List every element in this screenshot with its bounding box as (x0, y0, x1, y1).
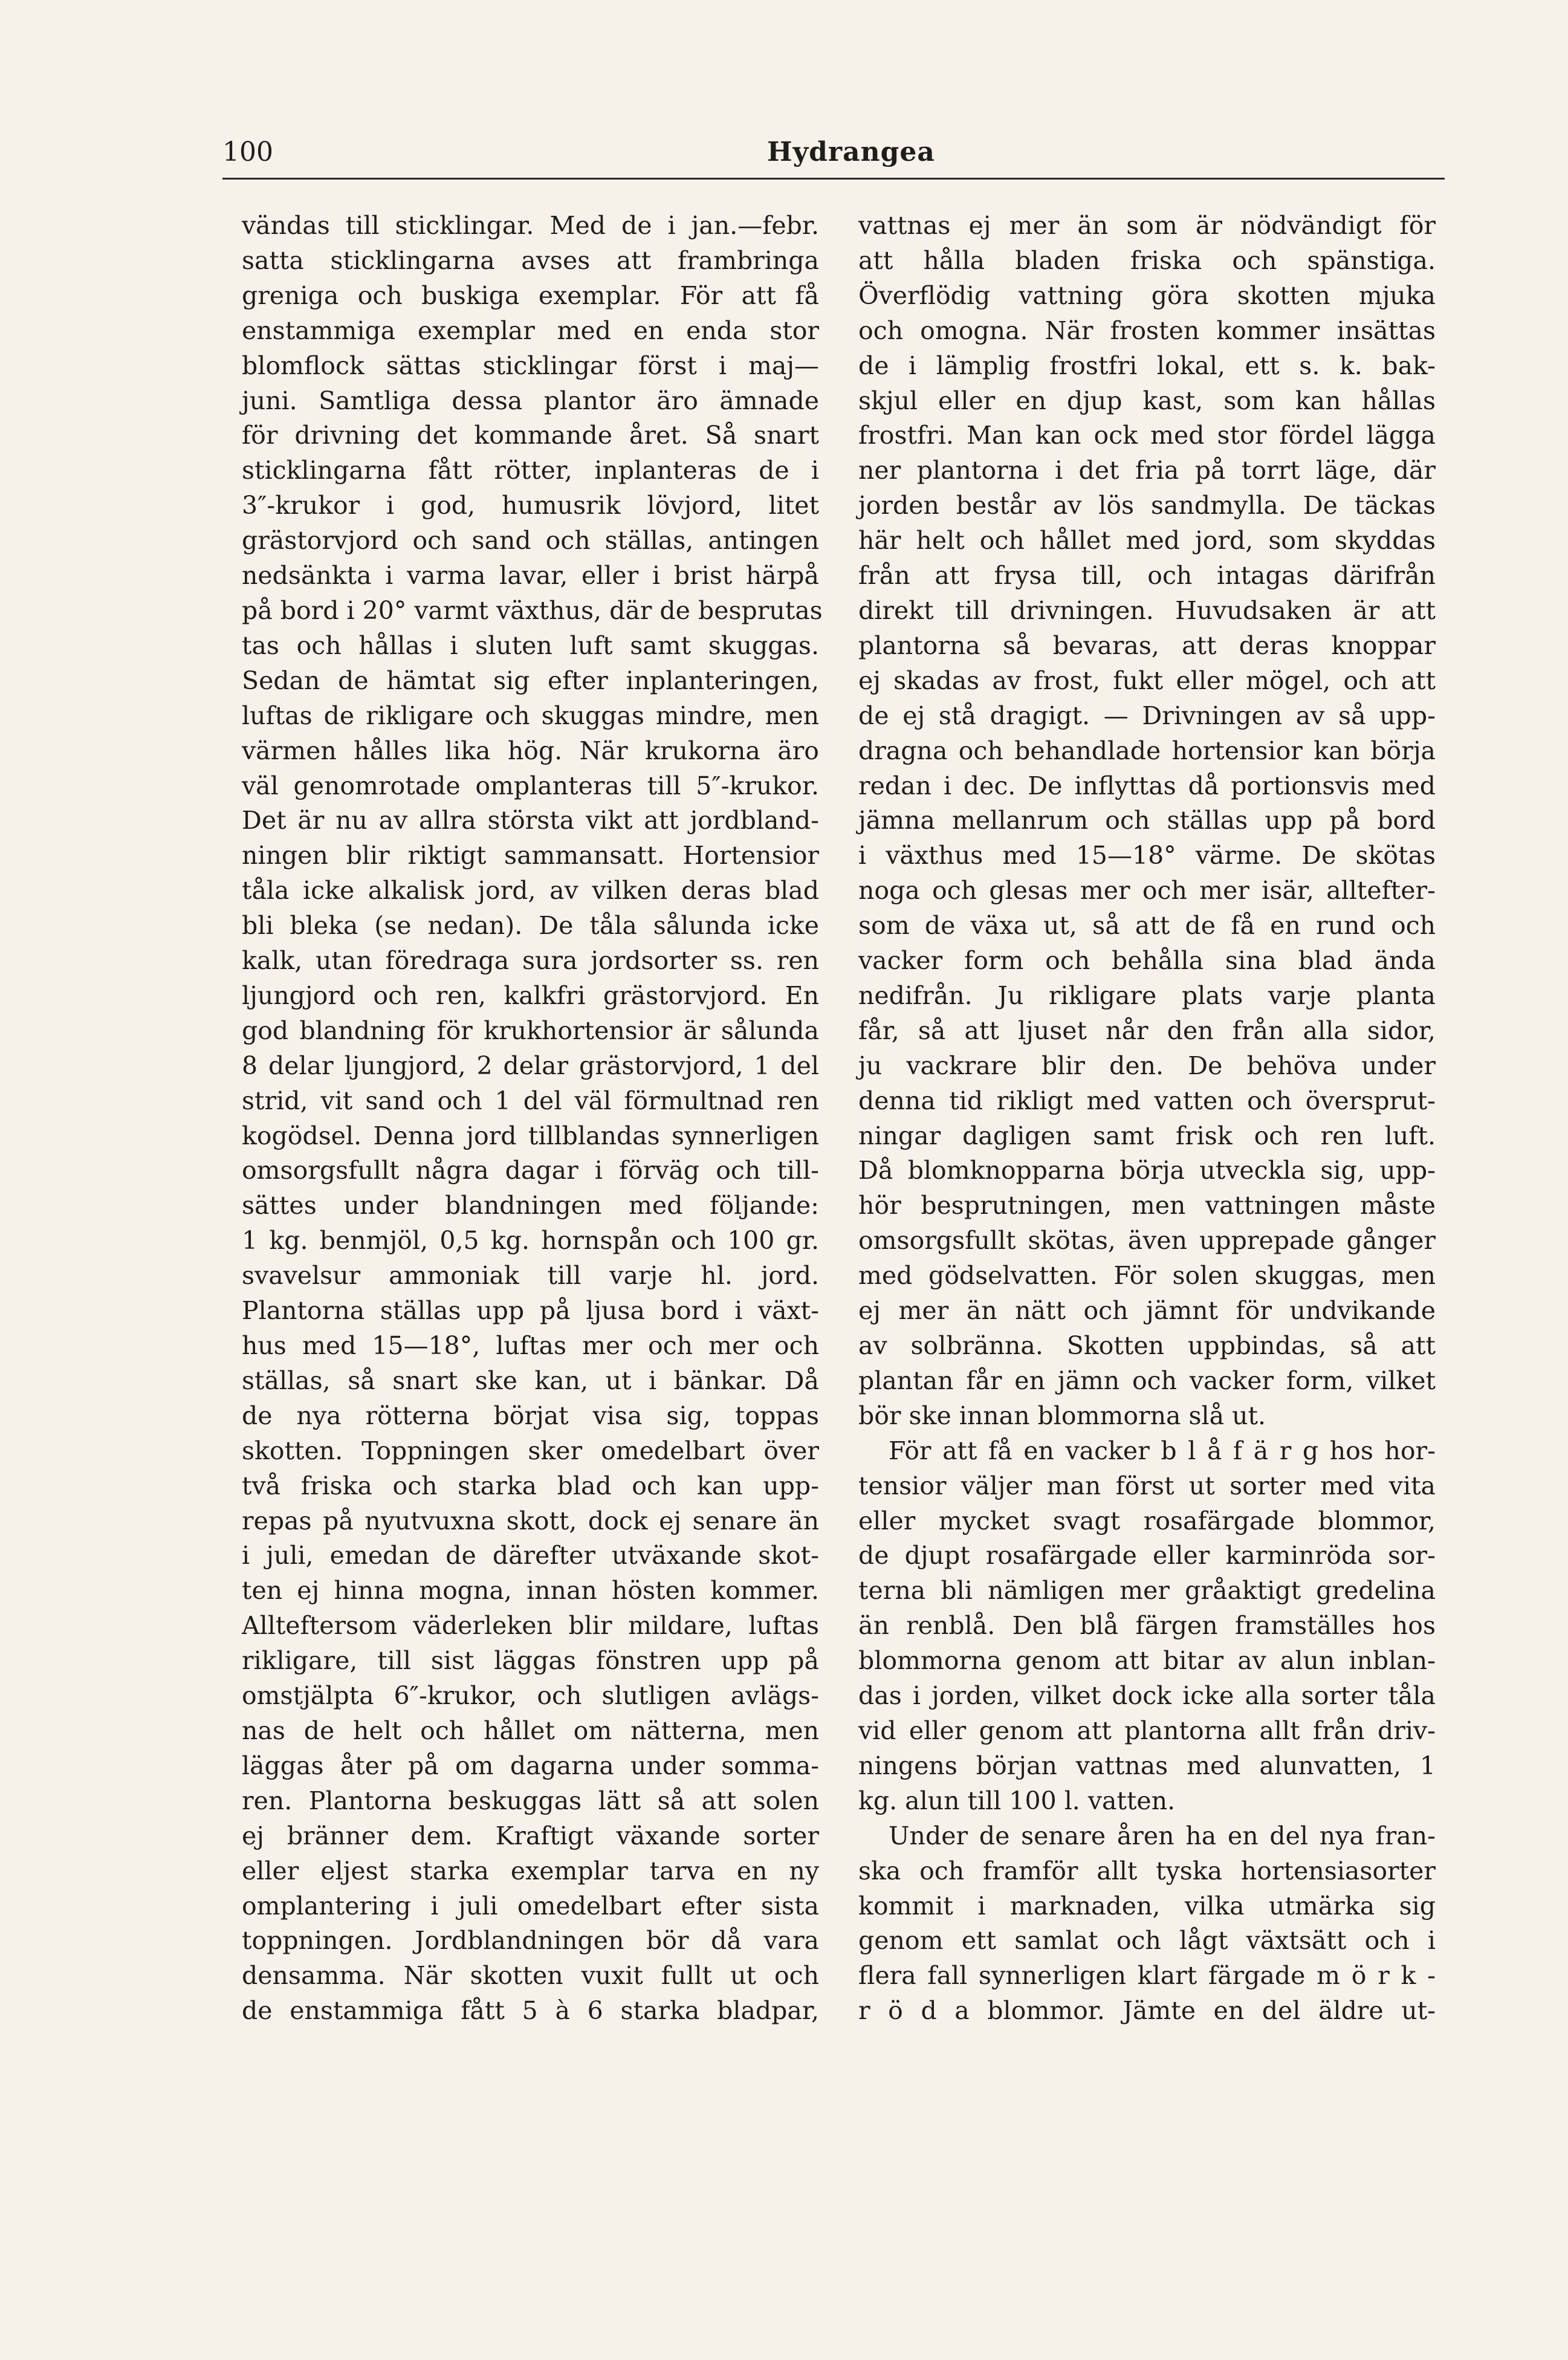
text-line: redan i dec. De inflyttas då portionsvis med (858, 771, 1436, 800)
text-line: blommorna genom att bitar av alun inblan- (858, 1646, 1436, 1676)
text-line: nas de helt och hållet om nätterna, men (242, 1716, 819, 1745)
text-line: vacker form och behålla sina blad ända (858, 946, 1436, 976)
text-line: kalk, utan föredraga sura jordsorter ss. ren (242, 946, 819, 976)
text-line: Då blomknopparna börja utveckla sig, upp- (858, 1156, 1436, 1185)
text-line: sättes under blandningen med följande: (242, 1191, 819, 1221)
text-line: två friska och starka blad och kan upp- (242, 1471, 819, 1500)
text-line: ju vackrare blir den. De behöva under (858, 1051, 1436, 1080)
text-line: satta sticklingarna avses att frambringa (242, 245, 819, 275)
text-line: nedsänkta i varma lavar, eller i brist härpå (242, 561, 819, 591)
text-line: omsorgsfullt några dagar i förväg och till- (242, 1156, 819, 1185)
text-line: ej skadas av frost, fukt eller mögel, och att (858, 666, 1436, 695)
left-column (242, 209, 823, 2029)
text-line: jämna mellanrum och ställas upp på bord (858, 806, 1436, 835)
text-line: r ö d a blommor. Jämte en del äldre ut- (858, 1996, 1436, 2026)
text-line: Allteftersom väderleken blir mildare, luftas (242, 1611, 819, 1641)
text-line: ner plantorna i det fria på torrt läge, där (858, 456, 1436, 485)
text-line: på bord i 20° varmt växthus, där de besprutas (242, 595, 823, 625)
text-line: och omogna. När frosten kommer insättas (858, 316, 1436, 345)
text-line: ningen blir riktigt sammansatt. Hortensior (242, 841, 819, 870)
text-line: ren. Plantorna beskuggas lätt så att solen (242, 1786, 819, 1815)
text-line: toppningen. Jordblandningen bör då vara (242, 1926, 819, 1956)
text-line: flera fall synnerligen klart färgade m ö r k - (858, 1961, 1436, 1991)
page-number: 100 (222, 137, 273, 167)
text-line: strid, vit sand och 1 del väl förmultnad ren (242, 1086, 819, 1115)
text-line: kg. alun till 100 l. vatten. (858, 1786, 1176, 1815)
text-line: svavelsur ammoniak till varje hl. jord. (242, 1261, 819, 1291)
text-line: ej bränner dem. Kraftigt växande sorter (242, 1821, 819, 1850)
text-line: repas på nyutvuxna skott, dock ej senare än (242, 1506, 819, 1535)
text-line: blomflock sättas sticklingar först i maj— (242, 351, 819, 380)
running-title: Hydrangea (767, 137, 935, 167)
text-line: 8 delar ljungjord, 2 delar grästorvjord, 1 del (242, 1051, 819, 1080)
text-line: ställas, så snart ske kan, ut i bänkar. Då (242, 1366, 819, 1395)
text-line: som de växa ut, så att de få en rund och (858, 911, 1436, 941)
text-line: plantorna så bevaras, att deras knoppar (858, 631, 1436, 660)
text-line: i juli, emedan de därefter utväxande skot- (242, 1541, 819, 1571)
text-line: värmen hålles lika hög. När krukorna äro (242, 736, 819, 765)
text-line: För att få en vacker b l å f ä r g hos hor- (889, 1436, 1436, 1465)
text-line: greniga och buskiga exemplar. För att få (242, 280, 819, 310)
text-line: tåla icke alkalisk jord, av vilken deras blad (242, 876, 819, 906)
page-header (222, 134, 1445, 177)
text-line: att hålla bladen friska och spänstiga. (858, 245, 1436, 275)
text-line: jorden består av lös sandmylla. De täckas (858, 491, 1436, 520)
text-line: de enstammiga fått 5 à 6 starka bladpar, (242, 1996, 819, 2026)
text-line: skotten. Toppningen sker omedelbart över (242, 1436, 819, 1465)
text-line: ningens början vattnas med alunvatten, 1 (858, 1751, 1436, 1780)
text-line: direkt till drivningen. Huvudsaken är att (858, 595, 1436, 625)
text-line: bör ske innan blommorna slå ut. (858, 1401, 1266, 1430)
text-line: Plantorna ställas upp på ljusa bord i växt- (242, 1296, 819, 1326)
text-line: de djupt rosafärgade eller karminröda sor- (858, 1541, 1436, 1571)
text-line: 3″-krukor i god, humusrik lövjord, litet (242, 491, 819, 520)
text-line: med gödselvatten. För solen skuggas, men (858, 1261, 1436, 1291)
header-rule (222, 178, 1445, 180)
text-line: frostfri. Man kan ock med stor fördel lägga (858, 421, 1436, 450)
text-line: här helt och hållet med jord, som skyddas (858, 526, 1436, 556)
text-line: hus med 15—18°, luftas mer och mer och (242, 1331, 819, 1360)
text-line: terna bli nämligen mer gråaktigt gredelina (858, 1576, 1436, 1606)
text-line: grästorvjord och sand och ställas, antingen (242, 526, 819, 556)
text-line: ej mer än nätt och jämnt för undvikande (858, 1296, 1436, 1326)
text-line: ska och framför allt tyska hortensiasorter (858, 1856, 1436, 1885)
text-line: ningar dagligen samt frisk och ren luft. (858, 1121, 1436, 1150)
right-column (858, 209, 1436, 2029)
text-line: läggas åter på om dagarna under somma- (242, 1751, 819, 1780)
text-line: kogödsel. Denna jord tillblandas synnerligen (242, 1121, 819, 1150)
text-line: de i lämplig frostfri lokal, ett s. k. bak- (858, 351, 1436, 380)
text-line: enstammiga exemplar med en enda stor (242, 316, 819, 345)
text-line: omstjälpta 6″-krukor, och slutligen avlägs- (242, 1681, 819, 1711)
text-line: från att frysa till, och intagas därifrån (858, 561, 1436, 591)
text-line: kommit i marknaden, vilka utmärka sig (858, 1891, 1436, 1921)
text-line: Det är nu av allra största vikt att jordbland- (242, 806, 819, 835)
text-line: nedifrån. Ju rikligare plats varje planta (858, 981, 1436, 1010)
text-line: plantan får en jämn och vacker form, vilket (858, 1366, 1436, 1395)
text-line: Överflödig vattning göra skotten mjuka (858, 280, 1436, 310)
text-line: eller eljest starka exemplar tarva en ny (242, 1856, 819, 1885)
text-line: än renblå. Den blå färgen framställes hos (858, 1611, 1436, 1641)
text-line: skjul eller en djup kast, som kan hållas (858, 386, 1436, 415)
text-line: genom ett samlat och lågt växtsätt och i (858, 1926, 1436, 1956)
text-line: dragna och behandlade hortensior kan börja (858, 736, 1436, 765)
text-line: hör besprutningen, men vattningen måste (858, 1191, 1436, 1221)
text-line: luftas de rikligare och skuggas mindre, men (242, 701, 819, 730)
text-line: noga och glesas mer och mer isär, alltefter- (858, 876, 1436, 906)
text-line: de ej stå dragigt. — Drivningen av så upp- (858, 701, 1436, 730)
text-line: för drivning det kommande året. Så snart (242, 421, 819, 450)
text-line: densamma. När skotten vuxit fullt ut och (242, 1961, 819, 1991)
text-line: juni. Samtliga dessa plantor äro ämnade (242, 386, 819, 415)
text-line: vattnas ej mer än som är nödvändigt för (858, 211, 1436, 240)
text-line: tas och hållas i sluten luft samt skuggas. (242, 631, 819, 660)
text-line: väl genomrotade omplanteras till 5″-krukor. (242, 771, 819, 800)
text-line: eller mycket svagt rosafärgade blommor, (858, 1506, 1436, 1535)
text-line: Under de senare åren ha en del nya fran- (889, 1821, 1436, 1850)
text-line: vändas till sticklingar. Med de i jan.—febr. (242, 211, 819, 240)
text-line: de nya rötterna börjat visa sig, toppas (242, 1401, 819, 1430)
text-line: får, så att ljuset når den från alla sidor, (858, 1016, 1436, 1045)
text-line: av solbränna. Skotten uppbindas, så att (858, 1331, 1436, 1360)
text-line: das i jorden, vilket dock icke alla sorter tåla (858, 1681, 1436, 1711)
text-line: Sedan de hämtat sig efter inplanteringen, (242, 666, 819, 695)
text-line: ten ej hinna mogna, innan hösten kommer. (242, 1576, 819, 1606)
text-line: sticklingarna fått rötter, inplanteras de i (242, 456, 819, 485)
text-line: ljungjord och ren, kalkfri grästorvjord. En (242, 981, 819, 1010)
text-line: vid eller genom att plantorna allt från driv- (858, 1716, 1436, 1745)
text-line: omsorgsfullt skötas, även upprepade gånger (858, 1226, 1436, 1256)
text-line: denna tid rikligt med vatten och översprut- (858, 1086, 1436, 1115)
text-line: rikligare, till sist läggas fönstren upp på (242, 1646, 819, 1676)
text-line: 1 kg. benmjöl, 0,5 kg. hornspån och 100 gr. (242, 1226, 819, 1256)
text-line: god blandning för krukhortensior är sålunda (242, 1016, 819, 1045)
text-line: tensior väljer man först ut sorter med vita (858, 1471, 1436, 1500)
text-line: i växthus med 15—18° värme. De skötas (858, 841, 1436, 870)
text-line: omplantering i juli omedelbart efter sista (242, 1891, 819, 1921)
text-line: bli bleka (se nedan). De tåla sålunda icke (242, 911, 819, 941)
